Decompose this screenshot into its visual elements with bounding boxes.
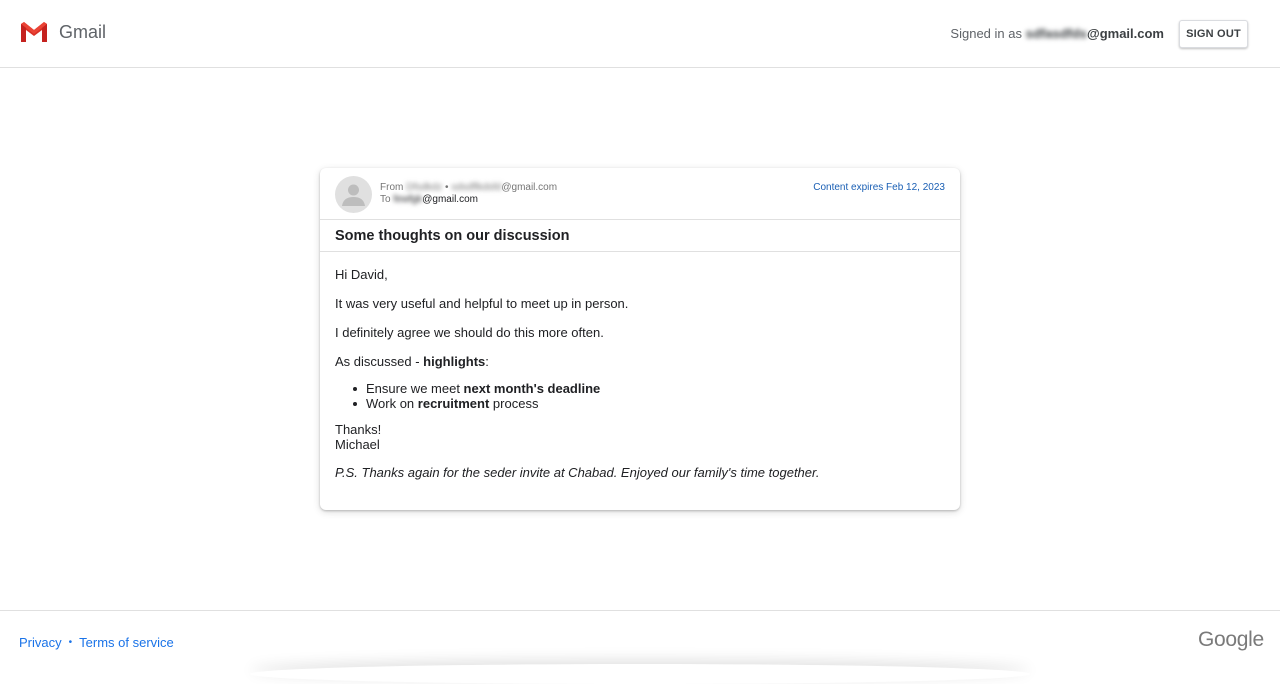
person-icon bbox=[335, 176, 372, 213]
app-name: Gmail bbox=[59, 21, 107, 42]
terms-of-service-link[interactable]: Terms of service bbox=[79, 635, 174, 650]
list-item bbox=[353, 396, 600, 411]
footer-divider bbox=[0, 610, 1280, 611]
subject-bar bbox=[320, 220, 960, 252]
from-line bbox=[380, 182, 557, 193]
as-discussed-prefix: As discussed - bbox=[335, 354, 424, 369]
bullet-1-prefix: Ensure we meet bbox=[366, 381, 464, 396]
to-line bbox=[380, 194, 478, 205]
thanks-text: Thanks! bbox=[335, 422, 382, 437]
content-expiration: Content expires Feb 12, 2023 bbox=[813, 182, 945, 193]
footer-separator: • bbox=[68, 637, 73, 648]
to-label: To bbox=[380, 194, 391, 205]
top-bar bbox=[0, 0, 1280, 68]
body-line-2: I definitely agree we should do this more often. bbox=[335, 325, 604, 340]
sign-out-button[interactable]: SIGN OUT bbox=[1179, 20, 1248, 48]
from-email-hidden: sdsdflkdsfd bbox=[451, 182, 502, 193]
bullet-2-prefix: Work on bbox=[366, 396, 418, 411]
signed-in-label: Signed in as bbox=[950, 26, 1022, 41]
highlights-list bbox=[353, 381, 600, 411]
from-name: Dfsdkdz bbox=[406, 182, 443, 193]
as-discussed-line bbox=[335, 354, 489, 369]
signed-in-email-hidden: sdfasdfds bbox=[1025, 26, 1088, 41]
greeting: Hi David, bbox=[335, 267, 388, 282]
as-discussed-suffix: : bbox=[485, 354, 489, 369]
privacy-link[interactable]: Privacy bbox=[19, 635, 62, 650]
body-line-1: It was very useful and helpful to meet up in person. bbox=[335, 296, 629, 311]
sign-off bbox=[335, 422, 381, 452]
signed-in-email-domain: @gmail.com bbox=[1087, 26, 1164, 41]
postscript: P.S. Thanks again for the seder invite at Chabad. Enjoyed our family's time together. bbox=[335, 465, 820, 480]
gmail-logo[interactable] bbox=[19, 20, 106, 44]
to-email-domain: @gmail.com bbox=[422, 194, 478, 205]
signed-in-status bbox=[950, 26, 1164, 41]
highlights-text: highlights bbox=[423, 354, 486, 369]
message-subject: Some thoughts on our discussion bbox=[335, 228, 570, 244]
list-item bbox=[353, 381, 600, 396]
signed-in-email bbox=[1026, 26, 1164, 41]
message-card bbox=[320, 168, 960, 510]
bullet-1-bold: next month's deadline bbox=[463, 381, 601, 396]
google-logo: Google bbox=[1198, 628, 1264, 651]
from-separator: • bbox=[445, 182, 449, 193]
bottom-shadow bbox=[250, 664, 1030, 684]
bullet-2-suffix: process bbox=[489, 396, 539, 411]
from-label: From bbox=[380, 182, 404, 193]
footer-links bbox=[19, 635, 174, 650]
bullet-2-bold: recruitment bbox=[417, 396, 490, 411]
to-email-hidden: fewfgk bbox=[393, 194, 423, 205]
message-header bbox=[320, 168, 960, 220]
signature: Michael bbox=[335, 437, 380, 452]
gmail-m-icon bbox=[19, 20, 49, 44]
avatar bbox=[335, 176, 372, 213]
from-email-domain: @gmail.com bbox=[501, 182, 558, 193]
